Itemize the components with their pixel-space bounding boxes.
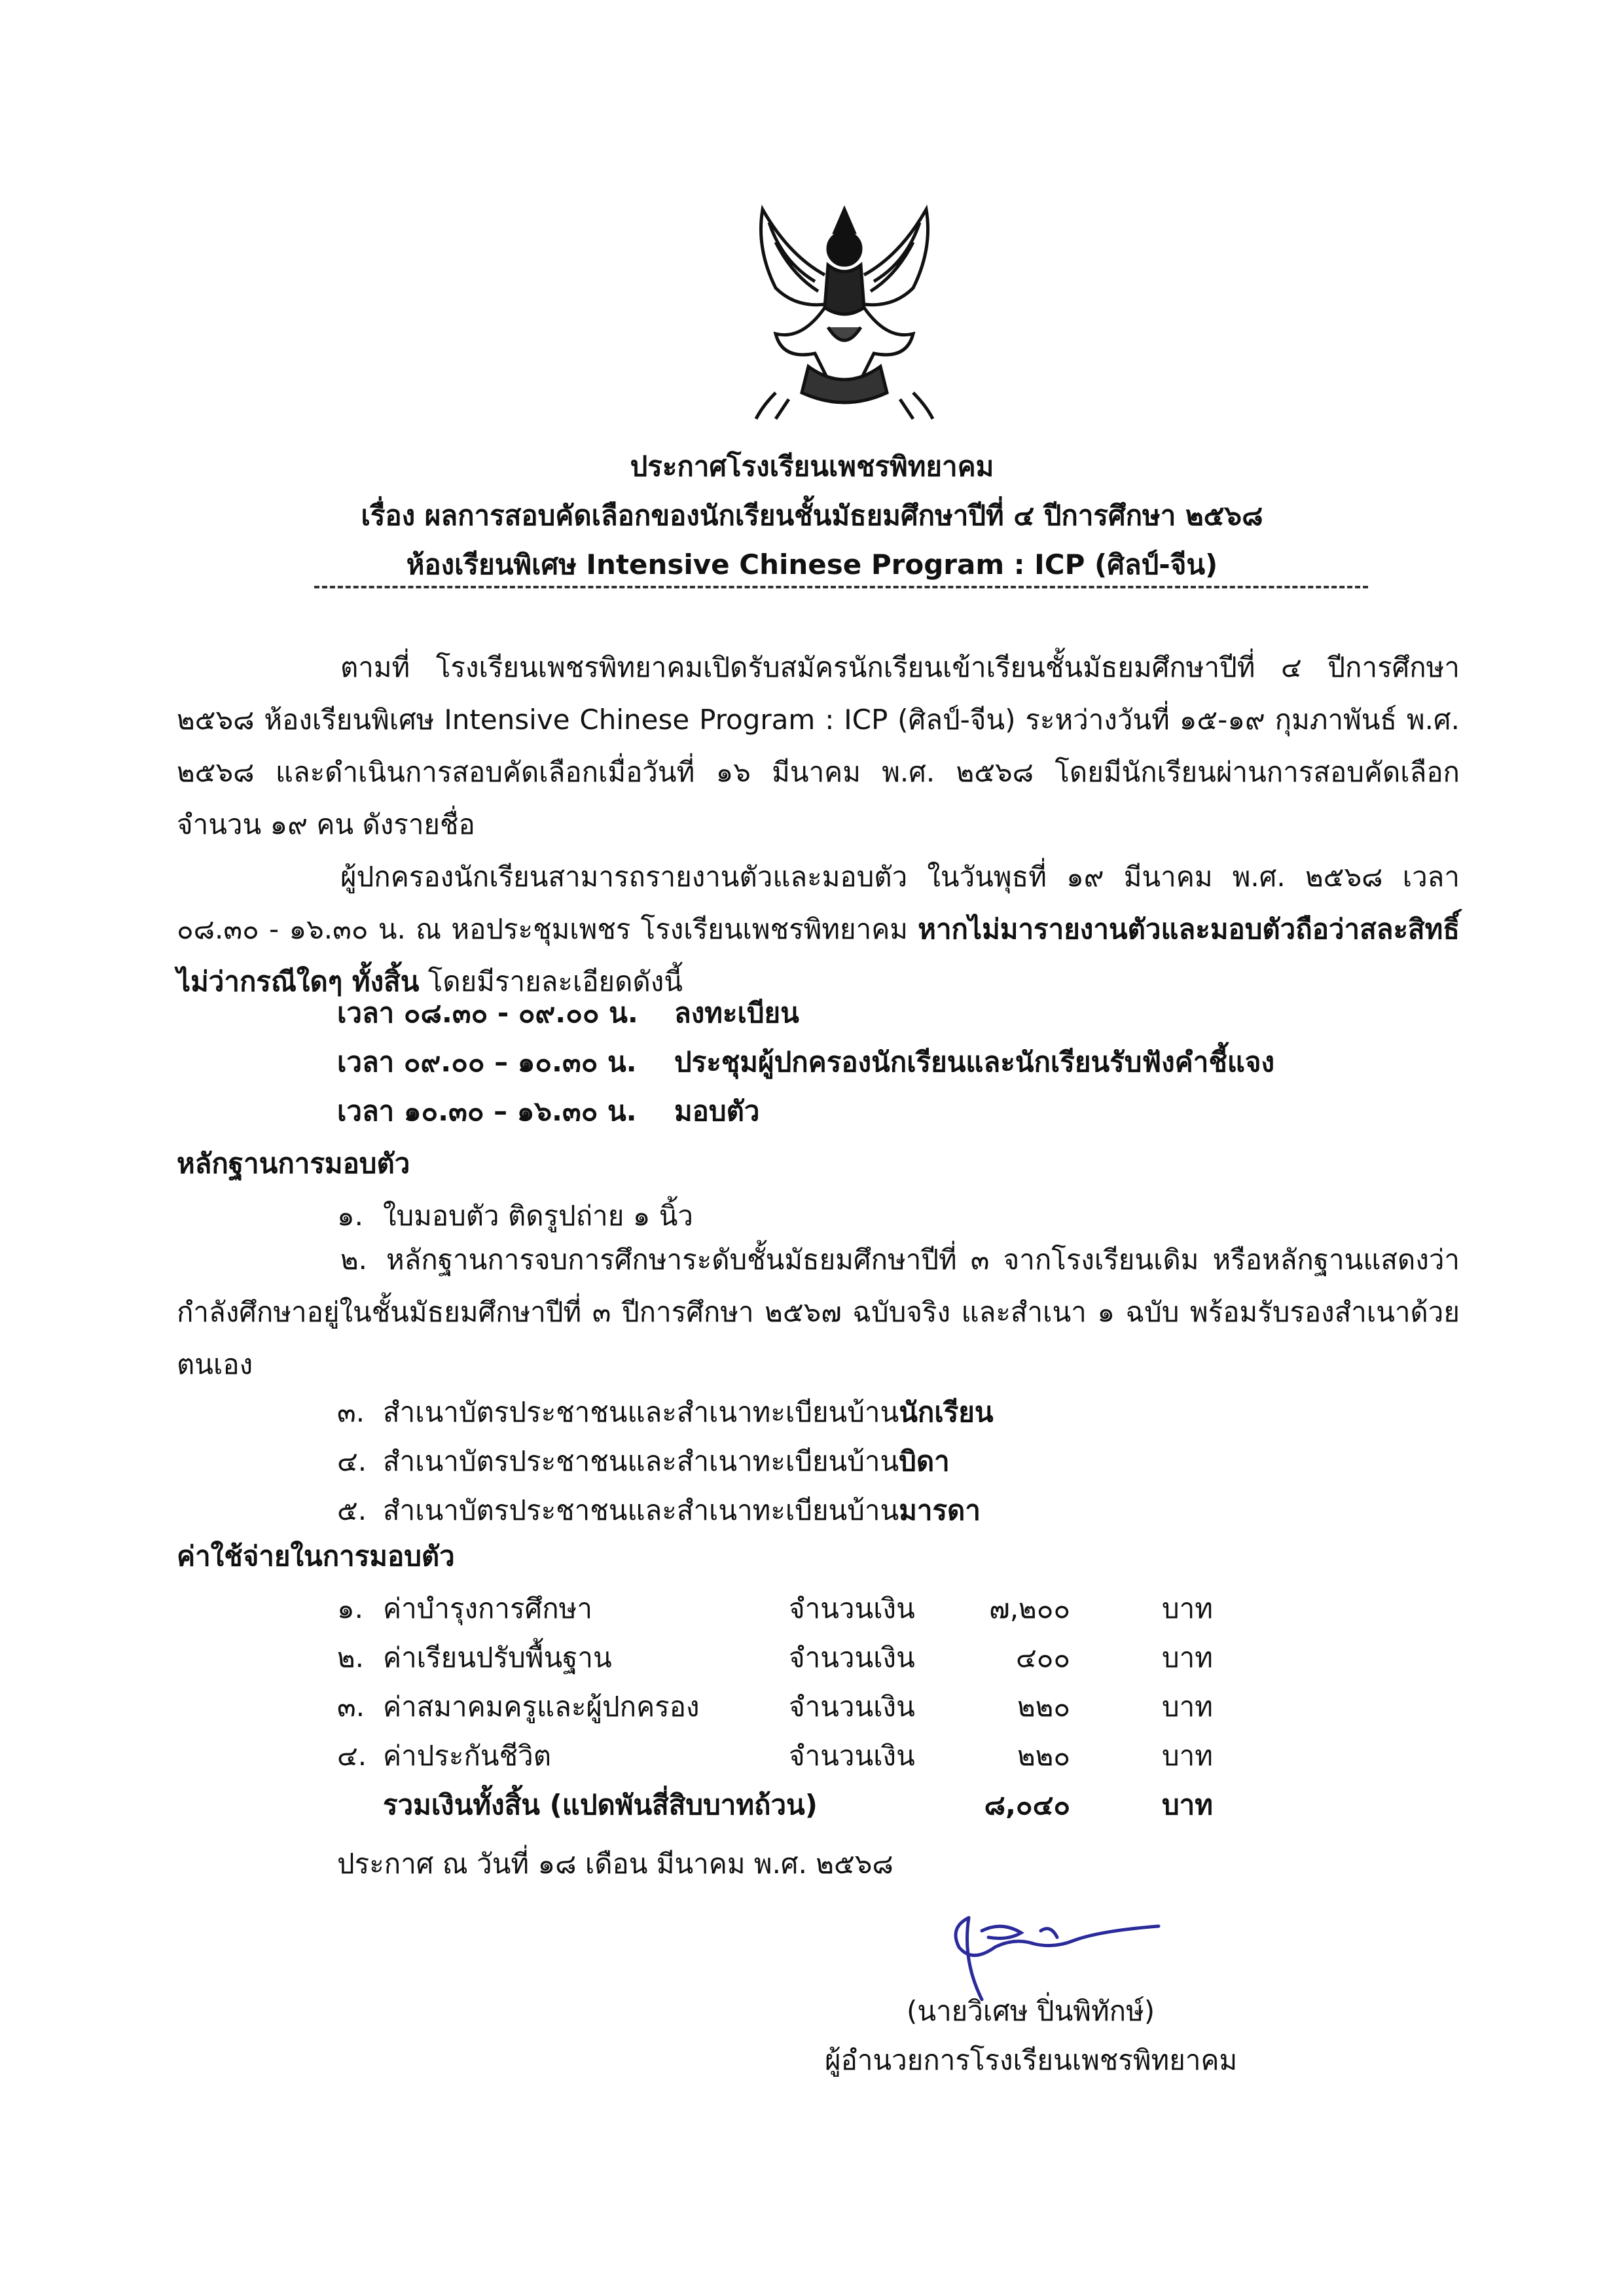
paragraph-1-text: ตามที่ โรงเรียนเพชรพิทยาคมเปิดรับสมัครนักเรียนเข้าเรียนชั้นมัธยมศึกษาปีที่ ๔ ปีการศึกษา ๒๕๖๘ ห้องเรียนพิเศษ Intensive Chinese Program : ICP (ศิลป์-จีน) ระหว่างวันที่ ๑๕-๑๙ กุมภาพันธ์ พ.ศ. ๒๕๖๘ และดำเนินการสอบคัดเลือกเมื่อวันที่ ๑๖ มีนาคม พ.ศ. ๒๕๖๘ โดยมีนักเรียนผ่านการสอบคัดเลือก จำนวน ๑๙ คน ดังรายชื่อ [177, 651, 1460, 840]
paragraph-2-start: ผู้ปกครองนักเรียนสามารถรายงานตัวและมอบตัว ในวันพุธที่ ๑๙ มีนาคม พ.ศ. ๒๕๖๘ เวลา ๐๘.๓๐ - ๑๖.๓๐ น. ณ หอประชุมเพชร โรงเรียนเพชรพิทยาคม [177, 861, 1460, 945]
fee-label: ค่าเรียนปรับพื้นฐาน [383, 1641, 612, 1674]
paragraph-2-end: โดยมีรายละเอียดดังนี้ [427, 965, 683, 997]
title-line-2: เรื่อง ผลการสอบคัดเลือกของนักเรียนชั้นมัธยมศึกษาปีที่ ๔ ปีการศึกษา ๒๕๖๘ [361, 499, 1263, 531]
schedule-row [337, 1090, 759, 1133]
announcement-date: ประกาศ ณ วันที่ ๑๘ เดือน มีนาคม พ.ศ. ๒๕๖๘ [337, 1848, 893, 1880]
signer-title: ผู้อำนวยการโรงเรียนเพชรพิทยาคม [825, 2044, 1238, 2076]
schedule-time: เวลา ๐๘.๓๐ - ๐๙.๐๐ น. [337, 997, 638, 1029]
fee-unit-label: จำนวนเงิน [789, 1740, 915, 1772]
fee-currency: บาท [1162, 1740, 1213, 1772]
evidence-heading: หลักฐานการมอบตัว [177, 1147, 410, 1179]
evidence-item-text: สำเนาบัตรประชาชนและสำเนาทะเบียนบ้าน [383, 1494, 899, 1526]
announcement-title [0, 442, 1624, 589]
evidence-item-number: ๑. [337, 1200, 364, 1232]
schedule-time: เวลา ๐๙.๐๐ – ๑๐.๓๐ น. [337, 1046, 637, 1078]
fee-number: ๑. [337, 1592, 364, 1624]
schedule-row [337, 1041, 1274, 1084]
title-line-3: ห้องเรียนพิเศษ Intensive Chinese Program : ICP (ศิลป์-จีน) [406, 548, 1218, 581]
fee-total-row [337, 1784, 1267, 1829]
evidence-item-text: สำเนาบัตรประชาชนและสำเนาทะเบียนบ้าน [383, 1396, 899, 1428]
fee-label: ค่าประกันชีวิต [383, 1740, 551, 1772]
title-line-1: ประกาศโรงเรียนเพชรพิทยาคม [630, 450, 994, 482]
fee-currency: บาท [1162, 1691, 1213, 1723]
fee-label: ค่าบำรุงการศึกษา [383, 1592, 592, 1624]
fee-amount: ๒๒๐ [1017, 1691, 1070, 1723]
fee-row [337, 1685, 1267, 1731]
evidence-item [337, 1489, 981, 1532]
fee-amount: ๔๐๐ [1015, 1641, 1070, 1674]
evidence-item-number: ๓. [337, 1396, 365, 1428]
fee-total-amount: ๘,๐๔๐ [984, 1789, 1070, 1821]
fee-number: ๒. [337, 1641, 365, 1674]
evidence-item [337, 1194, 693, 1238]
fee-unit-label: จำนวนเงิน [789, 1592, 915, 1624]
evidence-item [337, 1391, 994, 1434]
fee-row [337, 1734, 1267, 1780]
fee-total-label: รวมเงินทั้งสิ้น (แปดพันสี่สิบบาทถ้วน) [383, 1789, 818, 1821]
fee-row [337, 1587, 1267, 1633]
schedule-activity: ประชุมผู้ปกครองนักเรียนและนักเรียนรับฟังคำชี้แจง [674, 1046, 1275, 1078]
fees-heading: ค่าใช้จ่ายในการมอบตัว [177, 1540, 455, 1572]
evidence-item-2 [177, 1234, 1460, 1391]
evidence-item-bold: มารดา [899, 1494, 981, 1526]
evidence-item-bold: บิดา [899, 1445, 950, 1477]
schedule-activity: มอบตัว [674, 1095, 760, 1127]
evidence-item-text: หลักฐานการจบการศึกษาระดับชั้นมัธยมศึกษาปีที่ ๓ จากโรงเรียนเดิม หรือหลักฐานแสดงว่ากำลังศึกษาอยู่ในชั้นมัธยมศึกษาปีที่ ๓ ปีการศึกษา ๒๕๖๗ ฉบับจริง และสำเนา ๑ ฉบับ พร้อมรับรองสำเนาด้วยตนเอง [177, 1244, 1460, 1380]
fee-amount: ๗,๒๐๐ [989, 1592, 1070, 1624]
fee-label: ค่าสมาคมครูและผู้ปกครอง [383, 1691, 700, 1723]
evidence-item-bold: นักเรียน [899, 1396, 994, 1428]
evidence-item-text: สำเนาบัตรประชาชนและสำเนาทะเบียนบ้าน [383, 1445, 899, 1477]
fee-currency: บาท [1162, 1641, 1213, 1674]
schedule-activity: ลงทะเบียน [674, 997, 799, 1029]
evidence-item-text: ใบมอบตัว ติดรูปถ่าย ๑ นิ้ว [383, 1200, 693, 1232]
fee-amount: ๒๒๐ [1017, 1740, 1070, 1772]
paragraph-2-bold: หากไม่มารายงานตัวและมอบตัวถือว่าสละสิทธิ์ ไม่ว่ากรณีใดๆ ทั้งสิ้น [177, 913, 1460, 997]
fee-row [337, 1636, 1267, 1682]
fee-unit-label: จำนวนเงิน [789, 1641, 915, 1674]
fee-number: ๓. [337, 1691, 365, 1723]
fee-number: ๔. [337, 1740, 367, 1772]
fee-currency: บาท [1162, 1592, 1213, 1624]
garuda-emblem-icon [736, 196, 952, 422]
paragraph-2 [177, 851, 1460, 1008]
evidence-item-number: ๔. [337, 1445, 367, 1477]
evidence-item-number: ๕. [337, 1494, 367, 1526]
signer-name: (นายวิเศษ ปิ่นพิทักษ์) [907, 1995, 1155, 2027]
schedule-row [337, 992, 799, 1035]
evidence-item [337, 1440, 950, 1483]
fee-total-currency: บาท [1162, 1789, 1213, 1821]
schedule-time: เวลา ๑๐.๓๐ – ๑๖.๓๐ น. [337, 1095, 637, 1127]
evidence-item-number: ๒. [340, 1244, 368, 1276]
dashed-divider [314, 586, 1368, 588]
fee-unit-label: จำนวนเงิน [789, 1691, 915, 1723]
paragraph-1 [177, 641, 1460, 851]
